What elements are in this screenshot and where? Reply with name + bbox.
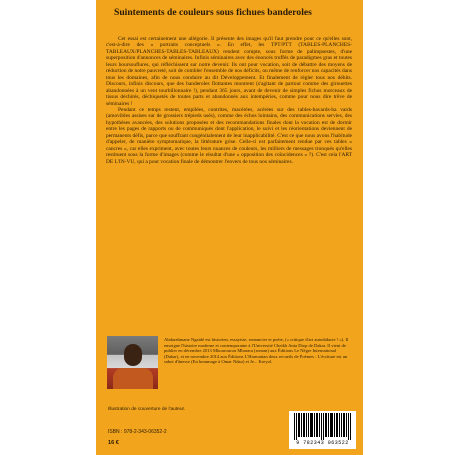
isbn: ISBN : 978-2-343-06352-2 (108, 429, 167, 435)
barcode-bars (294, 413, 351, 440)
cover-title: Suintements de couleurs sous fichues banderoles (114, 7, 312, 18)
synopsis (106, 36, 352, 165)
author-bio: Abdarahmane Ngaïdé est historien, essayiste, romancier et poète, (« critique d'art autodidacte ! »). Il enseigne l'histoire moderne et contemporaine à l'Université Cheikh Anta Diop de Dakar. Il vient de publier en décembre 2013 Mbourourou Mbarara (roman) aux Éditions Le Nègre International (Dakar), et en novembre 2014 aux Éditions L'Harmattan deux recueils de Poèmes : L'écriture est un sabot d'ânesse (En hommage à Omar Ndao) et Je... Kreyol. (164, 337, 349, 365)
author-photo (107, 336, 158, 389)
barcode-icon (289, 411, 356, 449)
synopsis-paragraph-2: Pendant ce temps restent, empilées, contrites, macérées, acérées sur des tables-bavards-ba vards (amovibles assises sur de grossiers trépieds usés), comme des échos lointains, des communications servies, des hypothèses avancées, des solutions proposées et des recommandations finales dont la vocation est de dormir entre les pages de rapports ou de communiqués dont l'application, le suivi et les réorientations deviennent de permanents défis, parce que souffrant congénitalement de leur inapplicabilité. C'est ce que nous avons l'habitude d'appeler, de manière symptomatique, la littérature grise. Celle-ci est parfaitement rendue par ces tables « cancres », car elles expriment, avec toutes leurs nuances de couleurs, les milliers de messages tronqués qu'elles restituent sous la forme d'images (comme le résultat d'une « opposition des coïncidences » ?). C'est cela l'ART DE L'IN-VU, qui a pour vocation finale de démontrer l'envers de tous nos séminaires. (106, 106, 352, 165)
author-shirt (113, 368, 153, 389)
price: 16 € (108, 440, 119, 446)
author-face (124, 344, 142, 366)
synopsis-paragraph-1: Cet essai est certainement une allégorie. Il présente des images qu'il faut prendre pour ce qu'elles sont, c'est-à-dire des « portraits conceptuels ». En effet, les TPT/PTT (TABLES-PLANCHES-TABLEAUX/PLANCHES-TABLES-TABLEAUX) rendent compte, sous forme de palimpsestes, d'une superposition d'annonces de séminaires. Infinis séminaires avec des énoncés truffés de paradigmes gras et toutes leurs boursouflures, qui réfléchissent sur notre devenir. Ils ont pour vocation, soit de débattre des moyens de réduction de notre pauvreté, soit de combler l'ensemble de nos déficits, ou même de renforcer nos capacités dans tous les domaines, afin de nous conduire au dit Développement. Et finalement de régler tous nos débits. Discours, infinis discours, que des banderoles flottantes montrent (s'agitant de partout comme des girouettes abandonnées à un vent tourbillonnaire !), pendant 365 jours, avant de devenir de simples fichus morceaux de tissus déchirés, déchiquetés de toutes parts et abandonnés aux intempéries, comme pour nous dire trêve de séminaires ! (106, 36, 352, 107)
back-cover (96, 0, 363, 455)
illustration-credit: Illustration de couverture de l'auteur. (108, 407, 186, 412)
barcode-number: 9 782343 063522 (296, 440, 349, 446)
